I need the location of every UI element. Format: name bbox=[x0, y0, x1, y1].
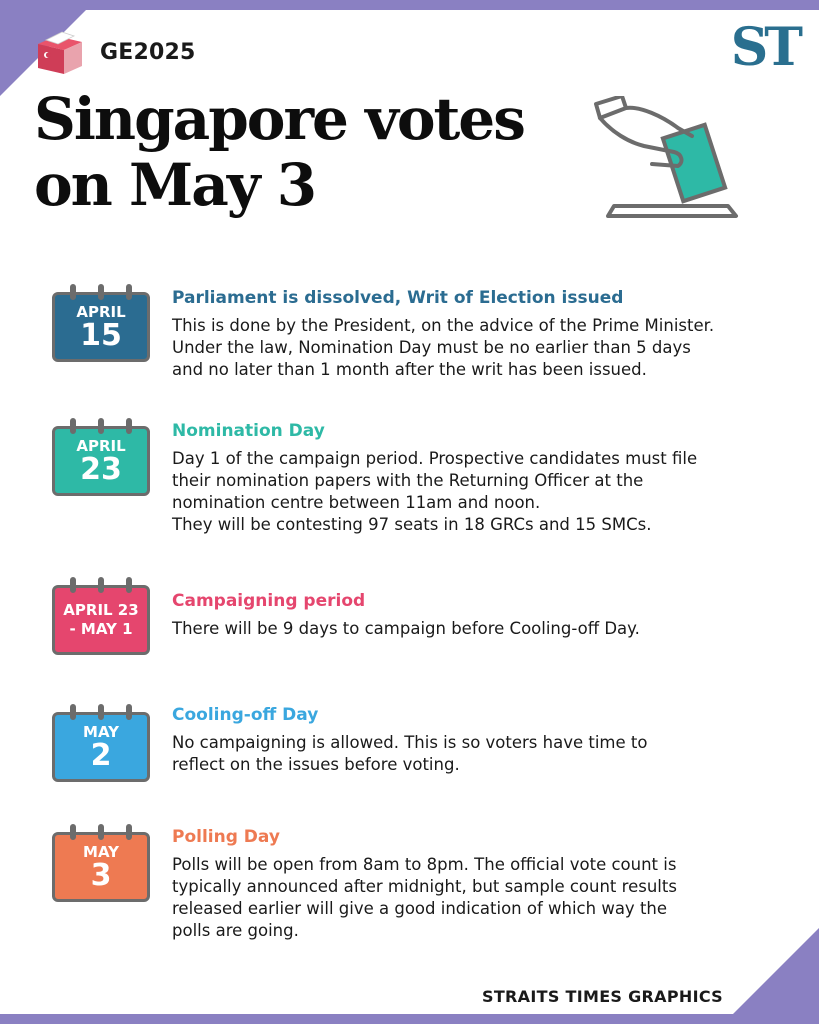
event-text bbox=[172, 287, 772, 381]
calendar-month: MAY bbox=[83, 722, 119, 741]
calendar-body bbox=[52, 585, 150, 655]
event-heading: Polling Day bbox=[172, 827, 280, 847]
event-text bbox=[172, 420, 772, 536]
calendar-body bbox=[52, 832, 150, 902]
event-description: This is done by the President, on the advice of the Prime Minister. Under the law, Nomination Day must be no earlier than 5 days and no later than 1 month after the writ has been issued. bbox=[172, 316, 715, 379]
footer-credit: STRAITS TIMES GRAPHICS bbox=[482, 987, 723, 1006]
ballot-box-icon bbox=[34, 28, 86, 76]
calendar-icon bbox=[52, 418, 150, 490]
bottom-frame-bar bbox=[0, 1014, 819, 1024]
calendar-month: APRIL bbox=[76, 436, 126, 455]
straits-times-logo: ST bbox=[730, 17, 799, 78]
event-text bbox=[172, 826, 772, 942]
calendar-icon bbox=[52, 284, 150, 356]
calendar-day: 23 bbox=[80, 451, 122, 487]
hand-voting-icon bbox=[582, 96, 740, 220]
event-description: No campaigning is allowed. This is so voters have time to reflect on the issues before voting. bbox=[172, 733, 648, 774]
title-line-1: Singapore votes bbox=[34, 85, 524, 153]
calendar-month: APRIL bbox=[76, 302, 126, 321]
event-text bbox=[172, 704, 772, 776]
calendar-day: 15 bbox=[80, 317, 122, 353]
calendar-icon bbox=[52, 704, 150, 776]
event-heading: Nomination Day bbox=[172, 421, 325, 441]
event-description: Day 1 of the campaign period. Prospective candidates must file their nomination papers with the Returning Officer at the nomination centre between 11am and noon. They will be contesting 97 seats in 18 GRCs and 15 SMCs. bbox=[172, 449, 698, 534]
calendar-month: MAY bbox=[83, 842, 119, 861]
event-heading: Cooling-off Day bbox=[172, 705, 319, 725]
calendar-body bbox=[52, 426, 150, 496]
event-heading: Parliament is dissolved, Writ of Election issued bbox=[172, 288, 624, 308]
page-title bbox=[34, 86, 574, 218]
calendar-day: 2 bbox=[90, 737, 112, 773]
calendar-body bbox=[52, 292, 150, 362]
calendar-range-start: APRIL 23 bbox=[63, 601, 139, 619]
calendar-icon bbox=[52, 577, 150, 649]
event-text bbox=[172, 590, 772, 640]
calendar-body bbox=[52, 712, 150, 782]
event-description: Polls will be open from 8am to 8pm. The official vote count is typically announced after midnight, but sample count results released earlier will give a good indication of which way the polls are going. bbox=[172, 855, 677, 940]
title-line-2: on May 3 bbox=[34, 151, 316, 219]
calendar-day: 3 bbox=[90, 857, 112, 893]
header-tag-row bbox=[34, 28, 196, 76]
election-tag: GE2025 bbox=[100, 39, 196, 65]
calendar-range-end: - MAY 1 bbox=[69, 620, 133, 638]
top-frame-bar bbox=[0, 0, 819, 10]
event-heading: Campaigning period bbox=[172, 591, 366, 611]
event-description: There will be 9 days to campaign before Cooling-off Day. bbox=[172, 619, 640, 638]
bottom-right-corner-accent bbox=[723, 928, 819, 1024]
calendar-icon bbox=[52, 824, 150, 896]
